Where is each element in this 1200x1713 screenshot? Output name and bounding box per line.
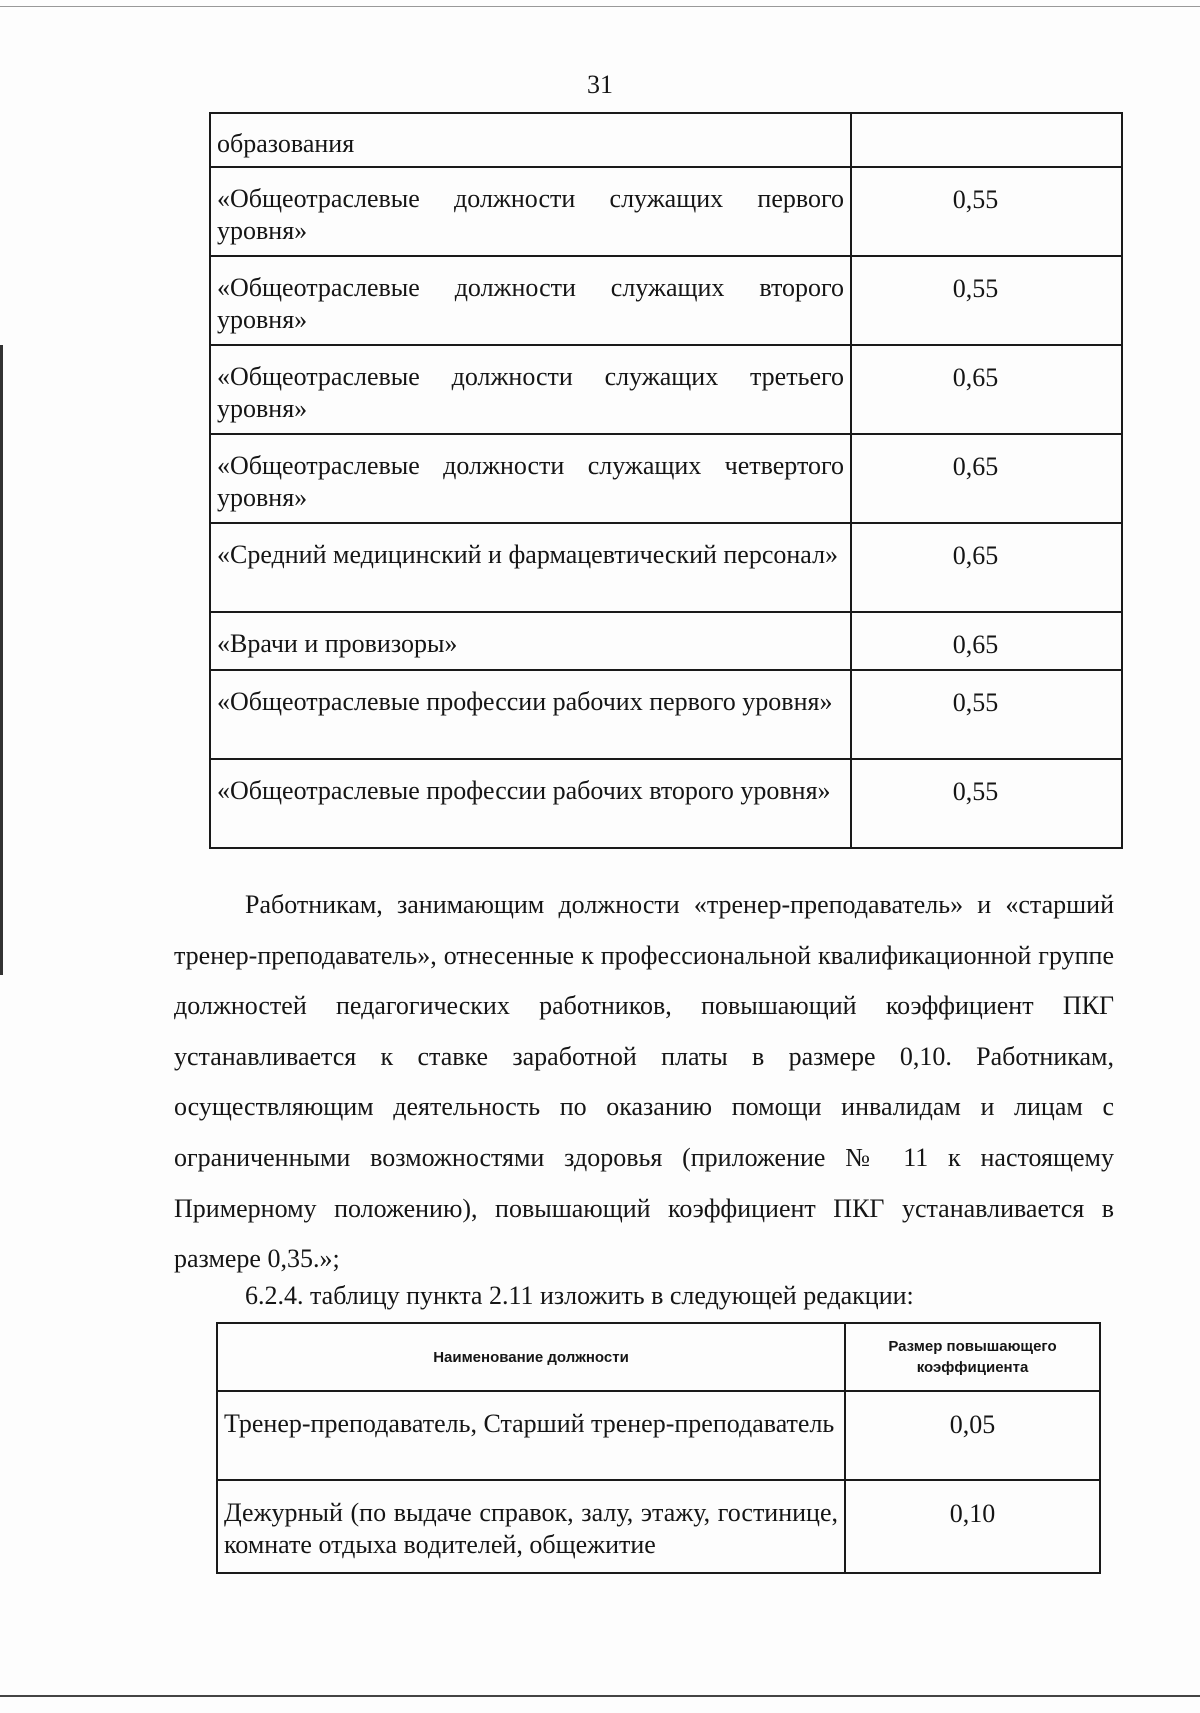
coefficient-cell: 0,05 xyxy=(845,1391,1100,1480)
table-header-row xyxy=(217,1323,1100,1391)
table-row xyxy=(210,256,1122,345)
coefficient-table xyxy=(209,112,1123,849)
coefficient-cell: 0,10 xyxy=(845,1480,1100,1573)
binding-margin-mark xyxy=(0,345,3,975)
column-header-position: Наименование должности xyxy=(217,1323,845,1391)
position-group-cell: образования xyxy=(210,113,851,167)
table-row xyxy=(210,345,1122,434)
table-row xyxy=(210,670,1122,759)
coefficient-cell: 0,65 xyxy=(851,523,1122,612)
coefficient-cell: 0,65 xyxy=(851,434,1122,523)
coefficient-cell: 0,55 xyxy=(851,167,1122,256)
position-group-cell: «Общеотраслевые профессии рабочих первого уровня» xyxy=(210,670,851,759)
position-cell: Тренер-преподаватель, Старший тренер-преподаватель xyxy=(217,1391,845,1480)
coefficient-cell: 0,65 xyxy=(851,345,1122,434)
position-group-cell: «Общеотраслевые должности служащих третьего уровня» xyxy=(210,345,851,434)
coefficient-cell: 0,55 xyxy=(851,670,1122,759)
body-paragraph: Работникам, занимающим должности «тренер-преподаватель» и «старший тренер-преподаватель», отнесенные к профессиональной квалификационной группе должностей педагогических работников, повышающий коэффициент ПКГ устанавливается к ставке заработной платы в размере 0,10. Работникам, осуществляющим деятельность по оказанию помощи инвалидам и лицам с ограниченными возможностями здоровья (приложение № 11 к настоящему Примерному положению), повышающий коэффициент ПКГ устанавливается в размере 0,35.»; xyxy=(174,890,1114,1274)
table-row xyxy=(210,759,1122,848)
page-bottom-edge xyxy=(0,1695,1200,1697)
coefficient-cell: 0,55 xyxy=(851,256,1122,345)
page-top-edge xyxy=(0,6,1200,7)
position-coefficient-table xyxy=(216,1322,1101,1574)
table-row xyxy=(210,434,1122,523)
amendment-paragraph: 6.2.4. таблицу пункта 2.11 изложить в следующей редакции: xyxy=(245,1281,914,1310)
coefficient-cell xyxy=(851,113,1122,167)
table-row xyxy=(210,113,1122,167)
position-group-cell: «Общеотраслевые профессии рабочих второго уровня» xyxy=(210,759,851,848)
table-row xyxy=(210,167,1122,256)
position-group-cell: «Средний медицинский и фармацевтический персонал» xyxy=(210,523,851,612)
table-row xyxy=(210,612,1122,670)
position-group-cell: «Общеотраслевые должности служащих первого уровня» xyxy=(210,167,851,256)
page-number: 31 xyxy=(587,70,613,99)
position-group-cell: «Общеотраслевые должности служащих четвертого уровня» xyxy=(210,434,851,523)
table-row xyxy=(210,523,1122,612)
position-group-cell: «Общеотраслевые должности служащих второго уровня» xyxy=(210,256,851,345)
column-header-coefficient: Размер повышающего коэффициента xyxy=(845,1323,1100,1391)
position-cell: Дежурный (по выдаче справок, залу, этажу, гостинице, комнате отдыха водителей, общежитие xyxy=(217,1480,845,1573)
coefficient-cell: 0,65 xyxy=(851,612,1122,670)
position-group-cell: «Врачи и провизоры» xyxy=(210,612,851,670)
table-row xyxy=(217,1391,1100,1480)
coefficient-cell: 0,55 xyxy=(851,759,1122,848)
table-row xyxy=(217,1480,1100,1573)
